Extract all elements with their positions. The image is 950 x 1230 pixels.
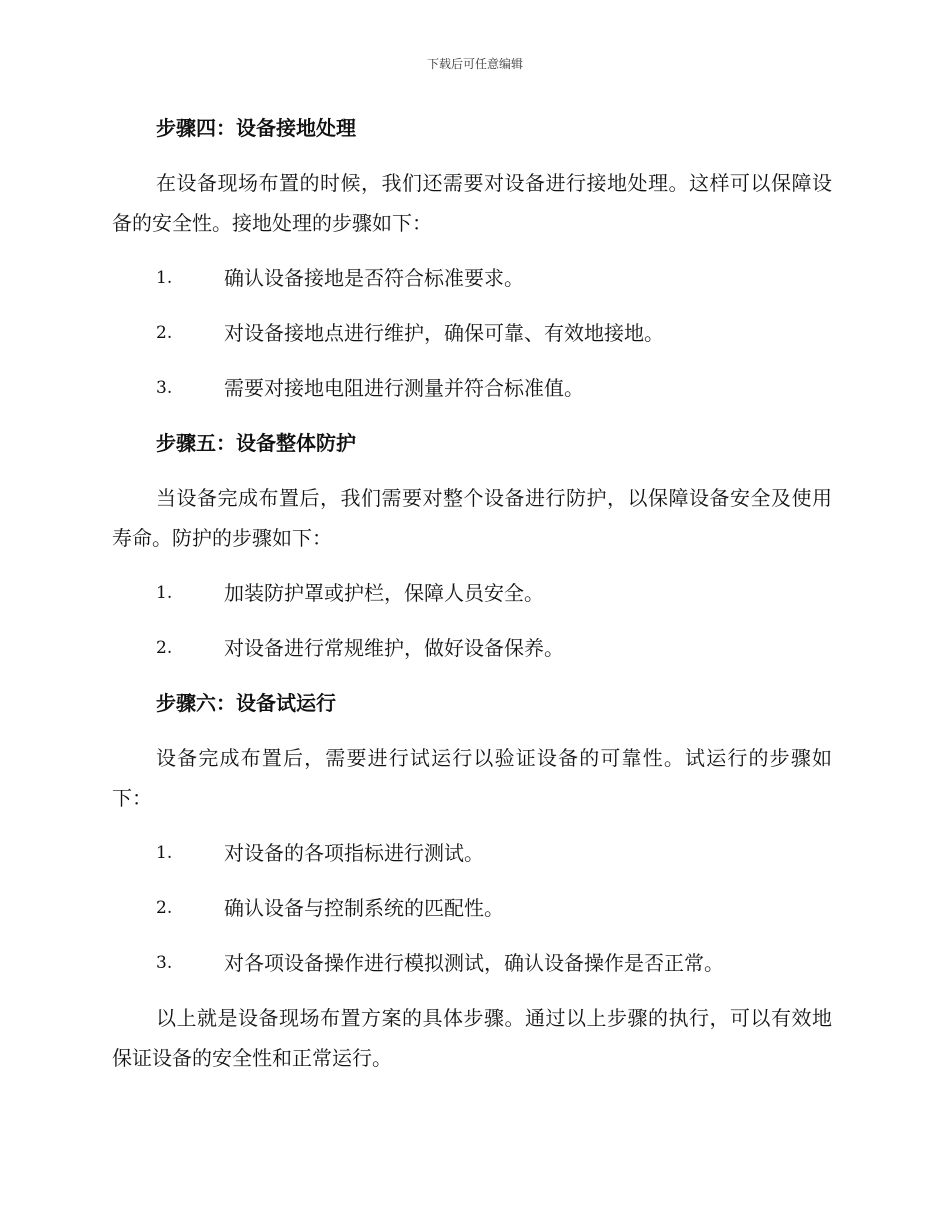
list-number: 1. [156,268,173,288]
list-text: 确认设备接地是否符合标准要求。 [224,266,524,290]
list-item [112,313,832,353]
step5-heading: 步骤五：设备整体防护 [156,431,356,455]
list-number: 2. [156,638,173,658]
list-number: 2. [156,323,173,343]
list-text: 对设备接地点进行维护，确保可靠、有效地接地。 [224,321,664,345]
conclusion-paragraph: 以上就是设备现场布置方案的具体步骤。通过以上步骤的执行，可以有效地保证设备的安全性和正常运行。 [112,1006,832,1070]
list-text: 对各项设备操作进行模拟测试，确认设备操作是否正常。 [224,951,724,975]
list-text: 对设备的各项指标进行测试。 [224,841,484,865]
list-item [112,943,832,983]
list-text: 需要对接地电阻进行测量并符合标准值。 [224,376,584,400]
list-text: 确认设备与控制系统的匹配性。 [224,896,504,920]
list-item [112,368,832,408]
list-number: 1. [156,583,173,603]
list-item [112,258,832,298]
list-number: 2. [156,898,173,918]
step4-intro: 在设备现场布置的时候，我们还需要对设备进行接地处理。这样可以保障设备的安全性。接地处理的步骤如下： [112,171,832,235]
list-item [112,833,832,873]
header-note: 下载后可任意编辑 [426,57,523,71]
step5-intro: 当设备完成布置后，我们需要对整个设备进行防护，以保障设备安全及使用寿命。防护的步骤如下： [112,486,832,550]
list-text: 对设备进行常规维护，做好设备保养。 [224,636,564,660]
list-number: 3. [156,378,173,398]
step4-heading: 步骤四：设备接地处理 [156,116,356,140]
list-number: 1. [156,843,173,863]
list-item [112,888,832,928]
document-body [112,108,832,1093]
list-number: 3. [156,953,173,973]
step6-heading: 步骤六：设备试运行 [156,691,336,715]
step6-intro: 设备完成布置后，需要进行试运行以验证设备的可靠性。试运行的步骤如下： [112,746,832,810]
list-item [112,628,832,668]
list-text: 加装防护罩或护栏，保障人员安全。 [224,581,544,605]
list-item [112,573,832,613]
